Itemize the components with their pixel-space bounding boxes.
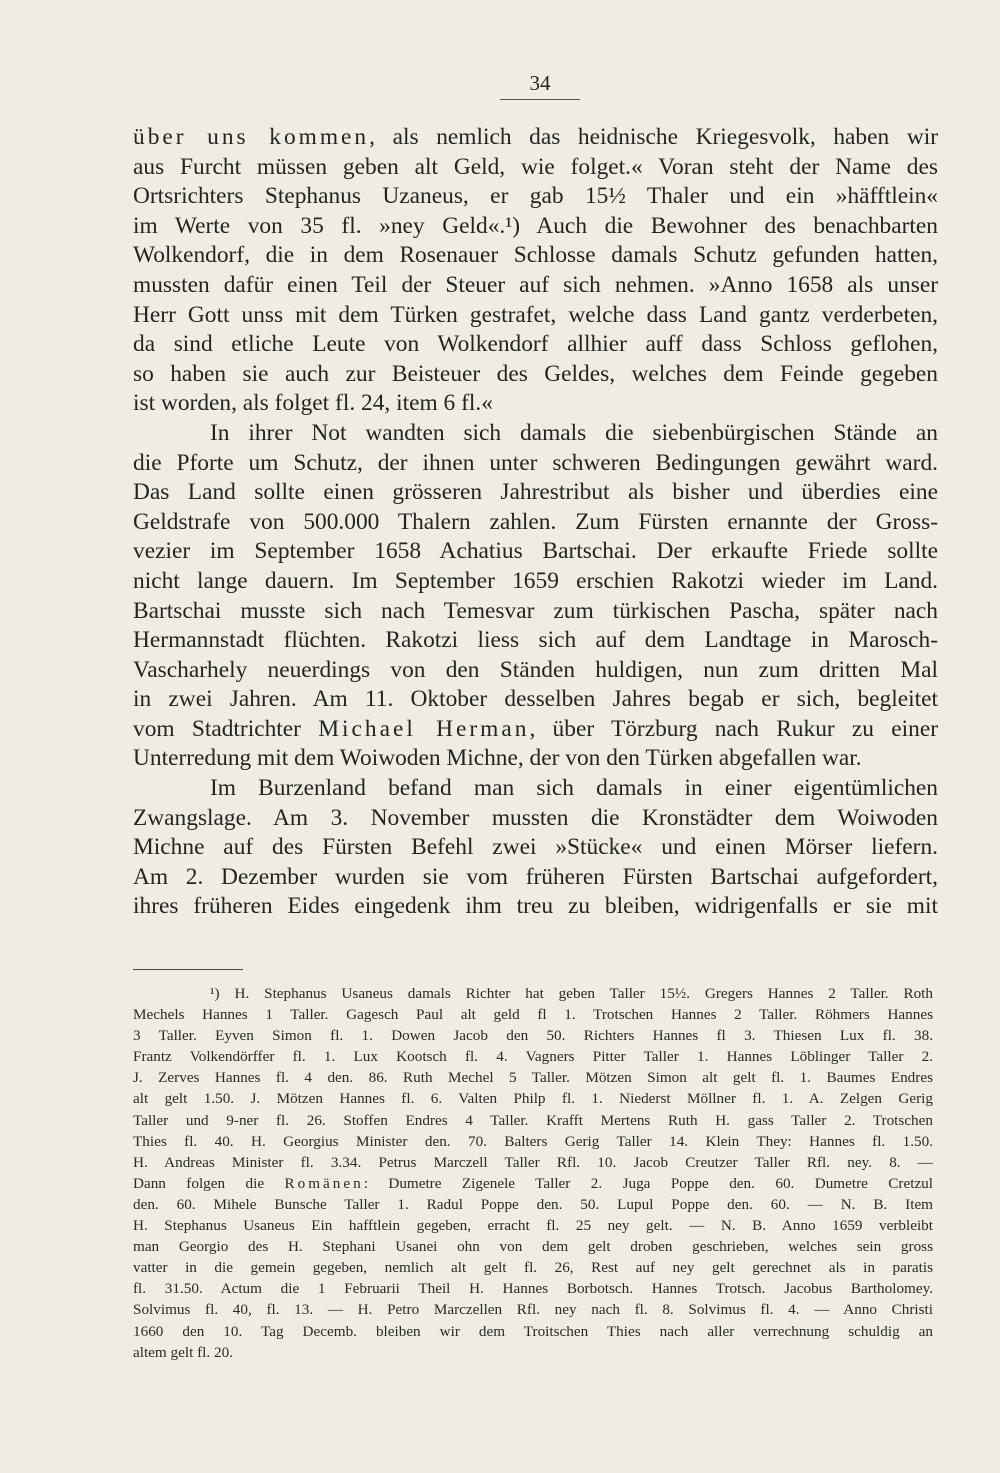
footnote-line: H. Stephanus Usaneus Ein hafftlein gegeben, erracht fl. 25 ney gelt. — N. B. Anno 1659 verbleibt [133,1217,933,1235]
footnote-line: vatter in die gemein gegeben, nemlich alt gelt fl. 26, Rest auf ney gelt gerechnet als in paratis [133,1259,933,1277]
footnote-line: H. Andreas Minister fl. 3.34. Petrus Marczell Taller Rfl. 10. Jacob Creutzer Taller Rfl. ney. 8. — [133,1153,933,1171]
spaced-text: über uns kommen [133,124,370,150]
text-line: Geldstrafe von 500.000 Thalern zahlen. Zum Fürsten ernannte der Gross- [133,508,938,535]
footnote-line: J. Zerves Hannes fl. 4 den. 86. Ruth Mechel 5 Taller. Mötzen Simon alt gelt fl. 1. Baumes Endres [133,1069,933,1087]
text-line: Im Burzenland befand man sich damals in einer eigentümlichen [210,775,938,802]
footnote-line: Frantz Volkendörffer fl. 1. Lux Kootsch fl. 4. Vagners Pitter Taller 1. Hannes Löblinger Taller 2. [133,1048,933,1066]
text-line: nicht lange dauern. Im September 1659 erschien Rakotzi wieder im Land. [133,567,938,594]
text-line: Michne auf des Fürsten Befehl zwei »Stücke« und einen Mörser liefern. [133,834,938,861]
footnote-line: Dann folgen die Romänen: Dumetre Zigenele Taller 2. Juga Poppe den. 60. Dumetre Cretzul [133,1174,933,1192]
text-line: Das Land sollte einen grösseren Jahrestribut als bisher und überdies eine [133,479,938,506]
text-line: aus Furcht müssen geben alt Geld, wie folget.« Voran steht der Name des [133,153,938,180]
spaced-text: Michael Herman [318,715,530,742]
page-number: 34 [500,70,580,100]
footnote-line: Taller und 9-ner fl. 26. Stoffen Endres 4 Taller. Krafft Mertens Ruth H. gass Taller 2. Trotschen [133,1111,933,1129]
footnote-line: alt gelt 1.50. J. Mötzen Hannes fl. 6. Valten Philp fl. 1. Niederst Möllner fl. 1. A. Zelgen Gerig [133,1090,933,1108]
text-line: da sind etliche Leute von Wolkendorf allhier auff dass Schloss geflohen, [133,331,938,358]
main-text [133,123,938,922]
text-line: Am 2. Dezember wurden sie vom früheren Fürsten Bartschai aufgefordert, [133,863,938,890]
text-line: Ortsrichters Stephanus Uzaneus, er gab 15½ Thaler und ein »häfftlein« [133,183,938,210]
footnote-line: 3 Taller. Eyven Simon fl. 1. Dowen Jacob den 50. Richters Hannes fl 3. Thiesen Lux fl. 38. [133,1027,933,1045]
text-line: Zwangslage. Am 3. November mussten die Kronstädter dem Woiwoden [133,804,938,831]
text-line: vezier im September 1658 Achatius Bartschai. Der erkaufte Friede sollte [133,538,938,565]
footnote-line: man Georgio des H. Stephani Usanei ohn von dem gelt droben geschrieben, welches sein gross [133,1238,933,1256]
text-line: ist worden, als folget fl. 24, item 6 fl.« [133,390,493,417]
text-line: im Werte von 35 fl. »ney Geld«.¹) Auch die Bewohner des benachbarten [133,212,938,239]
text-line: die Pforte um Schutz, der ihnen unter schweren Bedingungen gewährt ward. [133,449,938,476]
footnote-line: Mechels Hannes 1 Taller. Gagesch Paul alt geld fl 1. Trotschen Hannes 2 Taller. Röhmers Hannes [133,1006,933,1024]
spaced-text: Romänen [284,1174,364,1192]
text-line: Herr Gott unss mit dem Türken gestrafet, welche dass Land gantz verderbeten, [133,301,938,328]
text-line: mussten dafür einen Teil der Steuer auf sich nehmen. »Anno 1658 als unser [133,271,938,298]
footnote-line: altem gelt fl. 20. [133,1343,233,1361]
footnote-line: den. 60. Mihele Bunsche Taller 1. Radul Poppe den. 50. Lupul Poppe den. 60. — N. B. Item [133,1195,933,1213]
footnote-divider [133,969,243,970]
footnotes [133,983,933,1363]
text-line: in zwei Jahren. Am 11. Oktober desselben Jahres begab er sich, begleitet [133,686,938,713]
text-line: Vascharhely neuerdings von den Ständen huldigen, nun zum dritten Mal [133,656,938,683]
text-line: Unterredung mit dem Woiwoden Michne, der von den Türken abgefallen war. [133,745,862,772]
text-line: vom Stadtrichter Michael Herman, über Törzburg nach Rukur zu einer [133,715,939,742]
text-line: In ihrer Not wandten sich damals die siebenbürgischen Stände an [210,419,938,446]
footnote-line: fl. 31.50. Actum die 1 Februarii Theil H. Hannes Borbotsch. Hannes Trotsch. Jacobus Bartholomey. [133,1280,933,1298]
text-line: Wolkendorf, die in dem Rosenauer Schlosse damals Schutz gefunden hatten, [133,242,938,269]
text-line: so haben sie auch zur Beisteuer des Geldes, welches dem Feinde gegeben [133,360,938,387]
text-line: ihres früheren Eides eingedenk ihm treu zu bleiben, widrigenfalls er sie mit [133,893,938,920]
footnote-line: ¹) H. Stephanus Usaneus damals Richter hat geben Taller 15½. Gregers Hannes 2 Taller. Roth [210,985,933,1002]
footnote-line: Thies fl. 40. H. Georgius Minister den. 70. Balters Gerig Taller 14. Klein They: Hannes fl. 1.50. [133,1132,933,1150]
text-line: Bartschai musste sich nach Temesvar zum türkischen Pascha, später nach [133,597,938,624]
text-line: Hermannstadt flüchten. Rakotzi liess sich auf dem Landtage in Marosch- [133,627,938,654]
footnote-line: 1660 den 10. Tag Decemb. bleiben wir dem Troitschen Thies nach aller verrechnung schuldig an [133,1322,933,1340]
text-line: über uns kommen, als nemlich das heidnische Kriegesvolk, haben wir [133,124,938,150]
footnote-line: Solvimus fl. 40, fl. 13. — H. Petro Marczellen Rfl. ney nach fl. 8. Solvimus fl. 4. — Anno Christi [133,1301,933,1319]
